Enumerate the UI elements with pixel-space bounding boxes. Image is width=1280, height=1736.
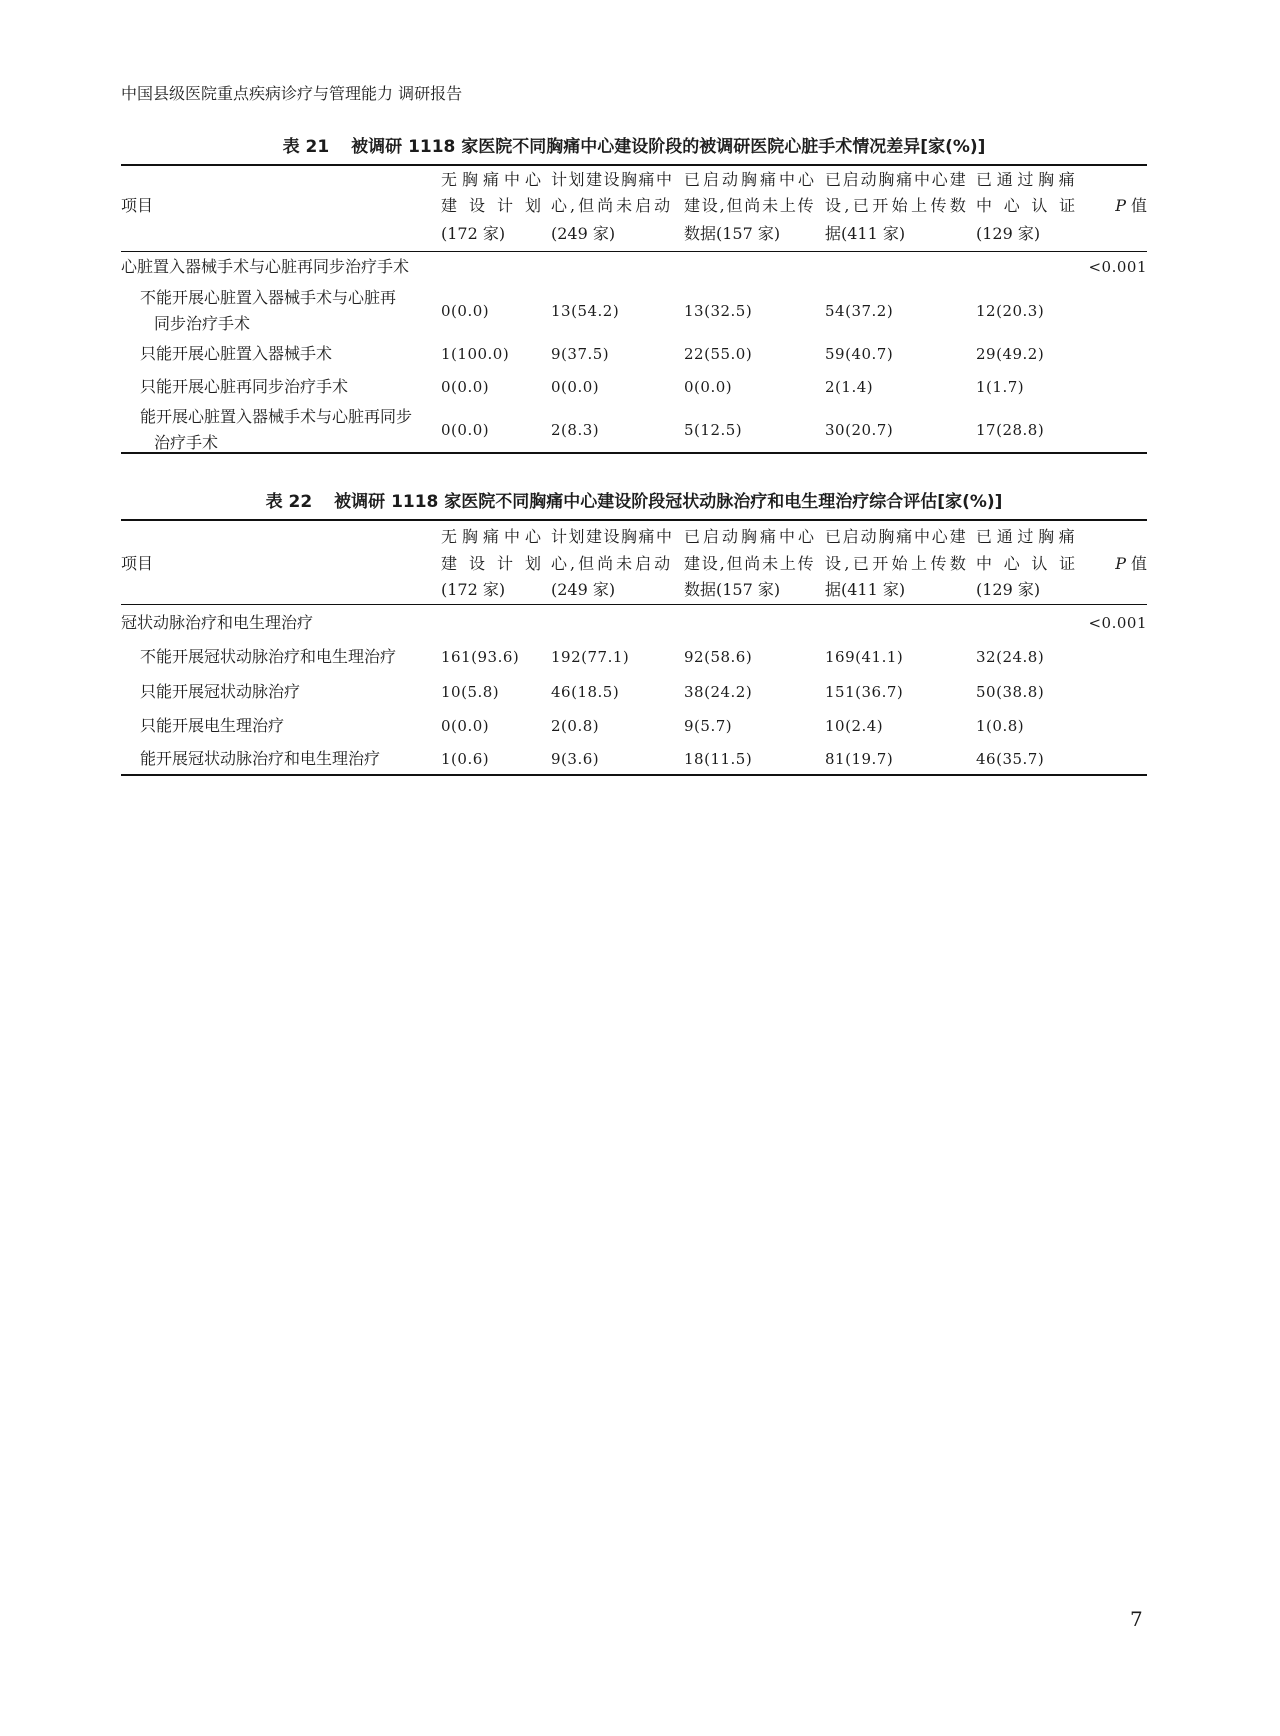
p-symbol: P — [1115, 196, 1126, 215]
row-value: 161(93.6) — [441, 648, 520, 666]
row-value: 17(28.8) — [976, 421, 1045, 439]
column-header-line: 建设,但尚未上传 — [684, 196, 816, 215]
column-header-line: (249 家) — [551, 224, 616, 243]
column-header-line: 无胸痛中心 — [441, 170, 547, 189]
group-p-value: <0.001 — [1088, 258, 1147, 276]
group-p-value: <0.001 — [1088, 614, 1147, 632]
column-header-line: 心,但尚未启动 — [551, 196, 674, 215]
column-header-line: 心,但尚未启动 — [551, 554, 674, 573]
row-value: 9(5.7) — [684, 717, 733, 735]
column-header-line: 已通过胸痛 — [976, 527, 1080, 546]
row-value: 9(3.6) — [551, 750, 600, 768]
p-label: 值 — [1130, 196, 1147, 215]
row-value: 10(2.4) — [825, 717, 884, 735]
row-value: 2(8.3) — [551, 421, 600, 439]
column-header-line: 数据(157 家) — [684, 580, 781, 599]
column-header-line: 中心认证 — [976, 196, 1087, 215]
table-number: 表 21 — [282, 137, 330, 157]
row-value: 0(0.0) — [684, 378, 733, 396]
row-value: 2(0.8) — [551, 717, 600, 735]
column-header-line: 已启动胸痛中心建 — [825, 170, 968, 189]
group-label: 冠状动脉治疗和电生理治疗 — [121, 613, 314, 632]
column-header-line: (172 家) — [441, 224, 506, 243]
row-label: 只能开展心脏再同步治疗手术 — [140, 377, 349, 396]
row-value: 32(24.8) — [976, 648, 1045, 666]
table-22-caption — [121, 492, 1147, 512]
row-value: 169(41.1) — [825, 648, 904, 666]
row-label: 只能开展心脏置入器械手术 — [140, 344, 333, 363]
column-header-line: (249 家) — [551, 580, 616, 599]
row-label: 只能开展电生理治疗 — [140, 716, 285, 735]
column-header-line: (172 家) — [441, 580, 506, 599]
p-value-header — [1115, 554, 1147, 574]
running-header: 中国县级医院重点疾病诊疗与管理能力 调研报告 — [121, 84, 463, 103]
table-top-rule — [121, 519, 1147, 521]
row-value: 0(0.0) — [441, 717, 490, 735]
column-header-line: 据(411 家) — [825, 580, 906, 599]
row-label-continued: 同步治疗手术 — [154, 314, 251, 333]
row-label: 不能开展冠状动脉治疗和电生理治疗 — [140, 647, 397, 666]
row-value: 30(20.7) — [825, 421, 894, 439]
row-value: 2(1.4) — [825, 378, 874, 396]
row-value: 92(58.6) — [684, 648, 753, 666]
row-value: 0(0.0) — [441, 302, 490, 320]
row-value: 5(12.5) — [684, 421, 743, 439]
table-header-rule — [121, 604, 1147, 605]
row-value: 50(38.8) — [976, 683, 1045, 701]
page-number: 7 — [1130, 1607, 1143, 1631]
row-value: 1(1.7) — [976, 378, 1025, 396]
column-header-line: (129 家) — [976, 580, 1041, 599]
row-value: 46(18.5) — [551, 683, 620, 701]
p-symbol: P — [1115, 554, 1126, 573]
column-header-line: 计划建设胸痛中 — [551, 170, 674, 189]
row-value: 12(20.3) — [976, 302, 1045, 320]
row-value: 59(40.7) — [825, 345, 894, 363]
header-item-label: 项目 — [121, 554, 154, 573]
row-value: 18(11.5) — [684, 750, 753, 768]
column-header-line: 中心认证 — [976, 554, 1087, 573]
row-value: 46(35.7) — [976, 750, 1045, 768]
column-header-line: 已启动胸痛中心建 — [825, 527, 968, 546]
group-label: 心脏置入器械手术与心脏再同步治疗手术 — [121, 257, 410, 276]
row-value: 29(49.2) — [976, 345, 1045, 363]
row-value: 1(0.6) — [441, 750, 490, 768]
row-value: 0(0.0) — [441, 421, 490, 439]
column-header-line: 建设计划 — [441, 196, 554, 215]
table-header-rule — [121, 251, 1147, 252]
column-header-line: 计划建设胸痛中 — [551, 527, 674, 546]
column-header-line: 建设计划 — [441, 554, 554, 573]
table-bottom-rule — [121, 774, 1147, 776]
column-header-line: 据(411 家) — [825, 224, 906, 243]
table-title: 被调研 1118 家医院不同胸痛中心建设阶段的被调研医院心脏手术情况差异[家(%)] — [351, 137, 986, 157]
row-value: 13(54.2) — [551, 302, 620, 320]
row-value: 10(5.8) — [441, 683, 500, 701]
row-value: 54(37.2) — [825, 302, 894, 320]
p-value-header — [1115, 196, 1147, 216]
header-item-label: 项目 — [121, 196, 154, 215]
table-top-rule — [121, 164, 1147, 166]
column-header-line: 无胸痛中心 — [441, 527, 547, 546]
row-value: 0(0.0) — [551, 378, 600, 396]
row-label: 能开展心脏置入器械手术与心脏再同步 — [140, 407, 413, 426]
column-header-line: 已启动胸痛中心 — [684, 527, 818, 546]
row-value: 22(55.0) — [684, 345, 753, 363]
row-value: 1(0.8) — [976, 717, 1025, 735]
row-label-continued: 治疗手术 — [154, 433, 219, 452]
row-value: 151(36.7) — [825, 683, 904, 701]
row-value: 81(19.7) — [825, 750, 894, 768]
table-number: 表 22 — [265, 492, 313, 512]
table-title: 被调研 1118 家医院不同胸痛中心建设阶段冠状动脉治疗和电生理治疗综合评估[家(%)] — [334, 492, 1003, 512]
row-value: 1(100.0) — [441, 345, 510, 363]
column-header-line: (129 家) — [976, 224, 1041, 243]
row-value: 0(0.0) — [441, 378, 490, 396]
row-value: 38(24.2) — [684, 683, 753, 701]
column-header-line: 已启动胸痛中心 — [684, 170, 818, 189]
row-label: 只能开展冠状动脉治疗 — [140, 682, 301, 701]
table-bottom-rule — [121, 452, 1147, 454]
row-label: 不能开展心脏置入器械手术与心脏再 — [140, 288, 397, 307]
column-header-line: 建设,但尚未上传 — [684, 554, 816, 573]
row-label: 能开展冠状动脉治疗和电生理治疗 — [140, 749, 381, 768]
row-value: 192(77.1) — [551, 648, 630, 666]
row-value: 9(37.5) — [551, 345, 610, 363]
row-value: 13(32.5) — [684, 302, 753, 320]
p-label: 值 — [1130, 554, 1147, 573]
column-header-line: 已通过胸痛 — [976, 170, 1080, 189]
column-header-line: 设,已开始上传数 — [825, 554, 970, 573]
column-header-line: 设,已开始上传数 — [825, 196, 970, 215]
column-header-line: 数据(157 家) — [684, 224, 781, 243]
table-21-caption — [121, 137, 1147, 157]
